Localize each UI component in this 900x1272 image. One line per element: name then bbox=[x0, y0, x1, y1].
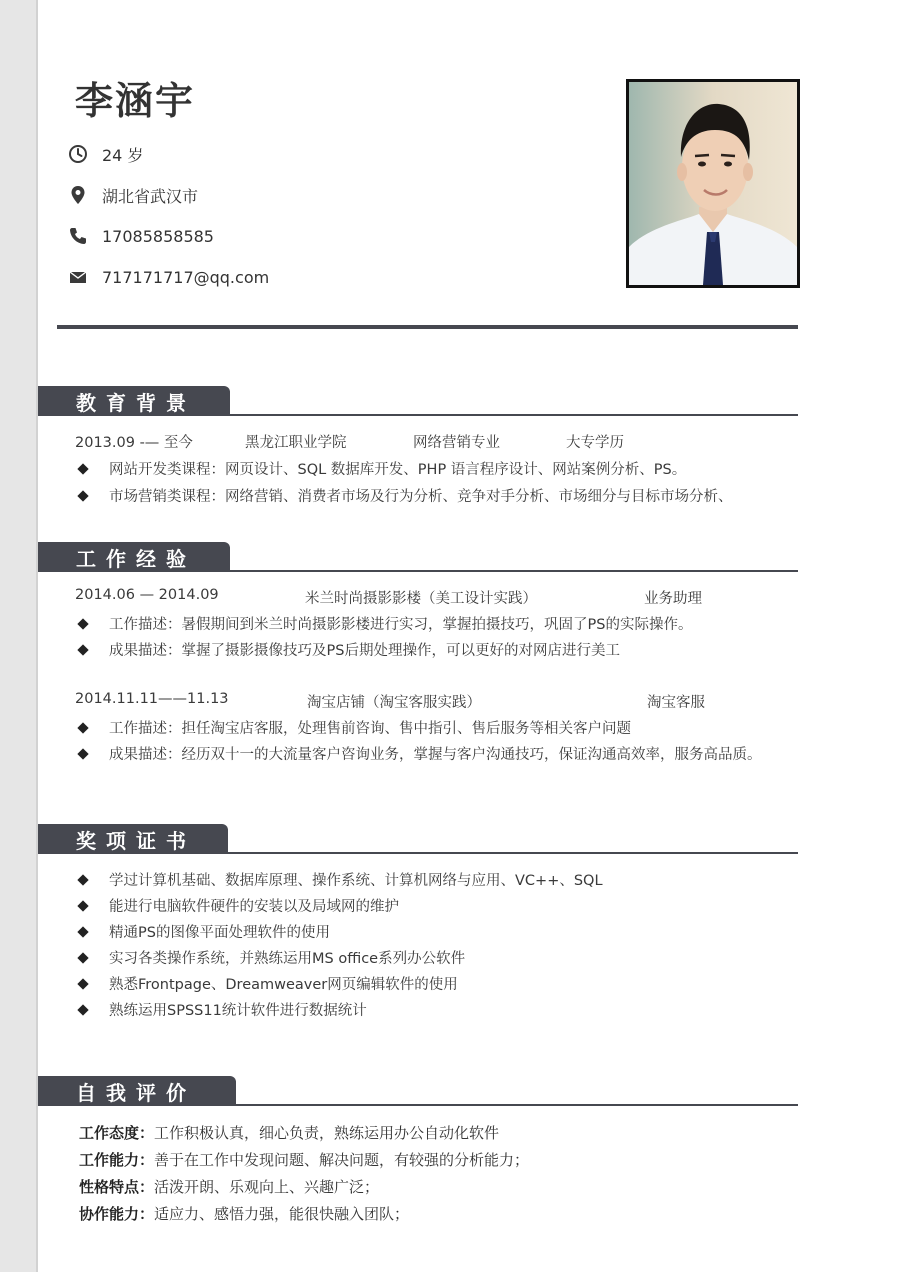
job-period: 2014.06 — 2014.09 bbox=[75, 587, 219, 603]
education-title: 教育背景 bbox=[38, 386, 230, 416]
education-degree: 大专学历 bbox=[566, 435, 624, 451]
list-item: 学过计算机基础、数据库原理、操作系统、计算机网络与应用、VC++、SQL bbox=[77, 869, 603, 890]
email-row bbox=[68, 265, 269, 289]
list-item: 精通PS的图像平面处理软件的使用 bbox=[77, 921, 330, 942]
candidate-name: 李涵宇 bbox=[75, 79, 196, 123]
list-item: 工作描述：暑假期间到米兰时尚摄影影楼进行实习，掌握拍摄技巧，巩固了PS的实际操作。 bbox=[77, 613, 692, 634]
list-item: 工作描述：担任淘宝店客服，处理售前咨询、售中指引、售后服务等相关客户问题 bbox=[77, 717, 631, 738]
diamond-bullet-icon bbox=[77, 952, 88, 963]
email-text: 717171717@qq.com bbox=[102, 267, 270, 287]
phone-text: 17085858585 bbox=[102, 226, 214, 246]
job-period: 2014.11.11——11.13 bbox=[75, 691, 229, 707]
education-major: 网络营销专业 bbox=[413, 435, 500, 451]
diamond-bullet-icon bbox=[77, 644, 88, 655]
self-eval-item: 性格特点：活泼开朗、乐观向上、兴趣广泛； bbox=[79, 1178, 380, 1196]
diamond-bullet-icon bbox=[77, 900, 88, 911]
self-eval-item: 协作能力：适应力、感悟力强，能很快融入团队； bbox=[79, 1205, 410, 1223]
diamond-bullet-icon bbox=[77, 926, 88, 937]
self-eval-item: 工作态度：工作积极认真，细心负责，熟练运用办公自动化软件 bbox=[79, 1124, 500, 1142]
clock-icon bbox=[68, 144, 88, 164]
list-item: 实习各类操作系统，并熟练运用MS office系列办公软件 bbox=[77, 947, 465, 968]
awards-header bbox=[38, 824, 798, 854]
diamond-bullet-icon bbox=[77, 490, 88, 501]
location-text: 湖北省武汉市 bbox=[102, 186, 199, 206]
job-company: 淘宝店铺（淘宝客服实践） bbox=[307, 695, 481, 711]
list-item: 成果描述：掌握了摄影摄像技巧及PS后期处理操作，可以更好的对网店进行美工 bbox=[77, 639, 620, 660]
list-item: 市场营销类课程：网络营销、消费者市场及行为分析、竞争对手分析、市场细分与目标市场分析、 bbox=[77, 485, 733, 506]
age-text: 24 岁 bbox=[102, 145, 144, 165]
diamond-bullet-icon bbox=[77, 1004, 88, 1015]
diamond-bullet-icon bbox=[77, 463, 88, 474]
list-item: 网站开发类课程：网页设计、SQL 数据库开发、PHP 语言程序设计、网站案例分析、PS。 bbox=[77, 458, 686, 479]
left-margin-strip bbox=[0, 0, 38, 1272]
list-item: 成果描述：经历双十一的大流量客户咨询业务，掌握与客户沟通技巧，保证沟通高效率，服务高品质。 bbox=[77, 743, 762, 764]
location-row bbox=[68, 183, 198, 207]
list-item: 熟练运用SPSS11统计软件进行数据统计 bbox=[77, 999, 367, 1020]
phone-icon bbox=[68, 226, 88, 246]
age-row bbox=[68, 142, 143, 166]
work-title: 工作经验 bbox=[38, 542, 230, 572]
location-pin-icon bbox=[68, 185, 88, 205]
diamond-bullet-icon bbox=[77, 978, 88, 989]
list-item: 熟悉Frontpage、Dreamweaver网页编辑软件的使用 bbox=[77, 973, 458, 994]
envelope-icon bbox=[68, 267, 88, 287]
work-header bbox=[38, 542, 798, 572]
diamond-bullet-icon bbox=[77, 874, 88, 885]
header-divider bbox=[57, 325, 798, 329]
job-company: 米兰时尚摄影影楼（美工设计实践） bbox=[305, 591, 537, 607]
diamond-bullet-icon bbox=[77, 748, 88, 759]
self-eval-title: 自我评价 bbox=[38, 1076, 236, 1106]
self-eval-item: 工作能力：善于在工作中发现问题、解决问题，有较强的分析能力； bbox=[79, 1151, 530, 1169]
job-role: 淘宝客服 bbox=[647, 695, 705, 711]
job-role: 业务助理 bbox=[644, 591, 702, 607]
diamond-bullet-icon bbox=[77, 618, 88, 629]
phone-row bbox=[68, 224, 214, 248]
profile-photo bbox=[626, 79, 800, 288]
education-header bbox=[38, 386, 798, 416]
awards-title: 奖项证书 bbox=[38, 824, 228, 854]
education-school: 黑龙江职业学院 bbox=[245, 435, 347, 451]
list-item: 能进行电脑软件硬件的安装以及局域网的维护 bbox=[77, 895, 399, 916]
self-eval-header bbox=[38, 1076, 798, 1106]
diamond-bullet-icon bbox=[77, 722, 88, 733]
education-period: 2013.09 -— 至今 bbox=[75, 435, 193, 451]
